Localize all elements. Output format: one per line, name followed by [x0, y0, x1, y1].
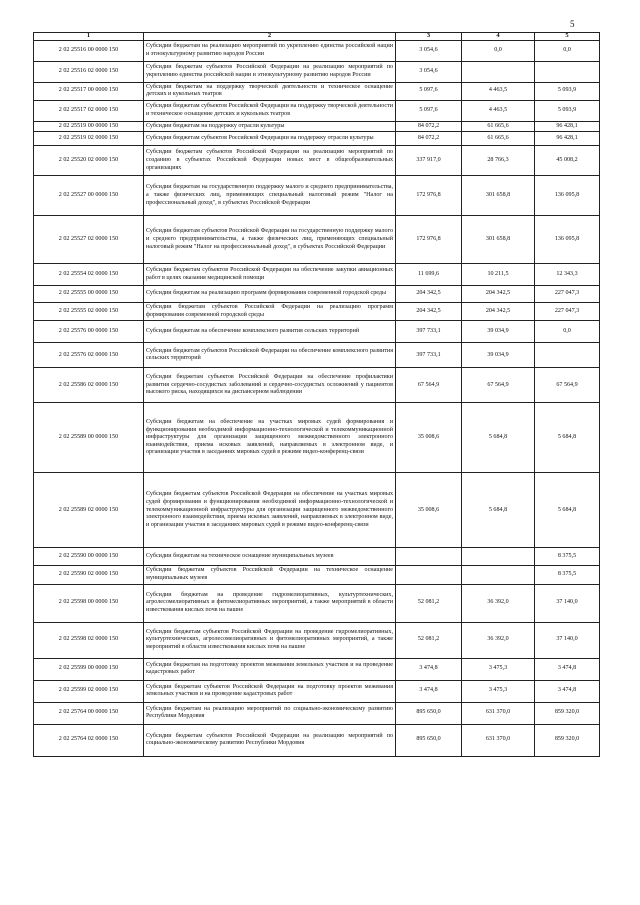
value-col4-cell: 5 684,8: [462, 473, 535, 548]
description-cell: Субсидии бюджетам субъектов Российской Федерации на реализацию мероприятий по социально-экономическому развитию Республики Мордовия: [144, 724, 396, 756]
value-col3-cell: 5 097,6: [396, 82, 462, 100]
value-col5-cell: 67 564,9: [535, 368, 600, 403]
value-col5-cell: 45 008,2: [535, 146, 600, 176]
header-cell: 2: [144, 33, 396, 41]
value-col5-cell: 227 047,3: [535, 303, 600, 321]
table-row: [34, 368, 600, 403]
header-cell: 5: [535, 33, 600, 41]
table-row: [34, 61, 600, 82]
code-cell: 2 02 25516 02 0000 150: [34, 61, 144, 82]
code-cell: 2 02 25555 00 0000 150: [34, 286, 144, 303]
code-cell: 2 02 25555 02 0000 150: [34, 303, 144, 321]
description-cell: Субсидии бюджетам субъектов Российской Федерации на поддержку творческой деятельности и техническое оснащение детских и кукольных театров: [144, 100, 396, 121]
value-col4-cell: 36 392,0: [462, 622, 535, 658]
value-col5-cell: 5 684,8: [535, 473, 600, 548]
code-cell: 2 02 25520 02 0000 150: [34, 146, 144, 176]
value-col3-cell: 84 072,2: [396, 121, 462, 132]
value-col4-cell: 301 658,8: [462, 216, 535, 264]
description-cell: Субсидии бюджетам субъектов Российской Федерации на государственную поддержку малого и среднего предпринимательства, а также физических лиц, применяющих специальный налоговый режим "Налог на профессиональный доход", в субъектах Российской Федерации: [144, 216, 396, 264]
value-col3-cell: [396, 566, 462, 584]
value-col5-cell: 3 474,8: [535, 680, 600, 702]
value-col4-cell: 36 392,0: [462, 584, 535, 622]
code-cell: 2 02 25590 00 0000 150: [34, 548, 144, 566]
value-col5-cell: 136 095,8: [535, 216, 600, 264]
code-cell: 2 02 25590 02 0000 150: [34, 566, 144, 584]
value-col5-cell: 5 684,8: [535, 403, 600, 473]
value-col4-cell: 39 034,9: [462, 321, 535, 343]
code-cell: 2 02 25554 02 0000 150: [34, 264, 144, 286]
value-col4-cell: 4 463,5: [462, 82, 535, 100]
value-col3-cell: 3 474,8: [396, 658, 462, 680]
value-col4-cell: 631 370,0: [462, 724, 535, 756]
value-col4-cell: 5 684,8: [462, 403, 535, 473]
value-col4-cell: 0,0: [462, 40, 535, 61]
code-cell: 2 02 25517 02 0000 150: [34, 100, 144, 121]
value-col3-cell: 84 072,2: [396, 132, 462, 146]
value-col3-cell: 337 917,0: [396, 146, 462, 176]
value-col5-cell: 37 140,0: [535, 584, 600, 622]
table-row: [34, 658, 600, 680]
value-col5-cell: 96 428,1: [535, 132, 600, 146]
description-cell: Субсидии бюджетам на государственную поддержку малого и среднего предпринимательства, а также физических лиц, применяющих специальный налоговый режим "Налог на профессиональный доход", в субъектах Российской Федерации: [144, 176, 396, 216]
table-row: [34, 146, 600, 176]
description-cell: Субсидии бюджетам субъектов Российской Федерации на техническое оснащение муниципальных музеев: [144, 566, 396, 584]
table-row: [34, 473, 600, 548]
table-row: [34, 100, 600, 121]
code-cell: 2 02 25599 00 0000 150: [34, 658, 144, 680]
table-row: [34, 680, 600, 702]
value-col3-cell: 3 474,8: [396, 680, 462, 702]
description-cell: Субсидии бюджетам на поддержку творческой деятельности и техническое оснащение детских и кукольных театров: [144, 82, 396, 100]
code-cell: 2 02 25519 02 0000 150: [34, 132, 144, 146]
table-row: [34, 264, 600, 286]
table-row: [34, 82, 600, 100]
description-cell: Субсидии бюджетам субъектов Российской Федерации на реализацию мероприятий по созданию в субъектах Российской Федерации новых мест в общеобразовательных организациях: [144, 146, 396, 176]
table-row: [34, 321, 600, 343]
code-cell: 2 02 25576 02 0000 150: [34, 343, 144, 368]
value-col5-cell: 859 320,0: [535, 724, 600, 756]
value-col4-cell: 28 766,3: [462, 146, 535, 176]
description-cell: Субсидии бюджетам на техническое оснащение муниципальных музеев: [144, 548, 396, 566]
header-cell: 4: [462, 33, 535, 41]
table-row: [34, 622, 600, 658]
value-col5-cell: 227 047,3: [535, 286, 600, 303]
value-col4-cell: [462, 61, 535, 82]
value-col5-cell: [535, 343, 600, 368]
code-cell: 2 02 25599 02 0000 150: [34, 680, 144, 702]
budget-table: [33, 32, 600, 757]
description-cell: Субсидии бюджетам субъектов Российской Федерации на обеспечение на участках мировых судей формирования и функционирования необходимой информационно-технологической и телекоммуникационной инфраструктуры для организации защищенного межведомственного электронного взаимодействия, приема исковых заявлений, направляемых в электронном виде, и организации участия в заседаниях мировых судей в режиме видео-конференц-связи: [144, 473, 396, 548]
header-cell: 3: [396, 33, 462, 41]
code-cell: 2 02 25598 02 0000 150: [34, 622, 144, 658]
value-col5-cell: 96 428,1: [535, 121, 600, 132]
value-col3-cell: 52 081,2: [396, 584, 462, 622]
description-cell: Субсидии бюджетам на проведение гидромелиоративных, культуртехнических, агролесомелиоративных и фитомелиоративных мероприятий, а также мероприятий в области известкования кислых почв на пашне: [144, 584, 396, 622]
value-col4-cell: 204 342,5: [462, 286, 535, 303]
value-col3-cell: 3 054,6: [396, 61, 462, 82]
code-cell: 2 02 25519 00 0000 150: [34, 121, 144, 132]
description-cell: Субсидии бюджетам субъектов Российской Федерации на подготовку проектов межевания земельных участков и на проведение кадастровых работ: [144, 680, 396, 702]
table-row: [34, 566, 600, 584]
table-row: [34, 40, 600, 61]
value-col5-cell: 8 375,5: [535, 566, 600, 584]
description-cell: Субсидии бюджетам на обеспечение на участках мировых судей формирования и функционирования необходимой информационно-технологической и телекоммуникационной инфраструктуры для организации защищенного межведомственного электронного взаимодействия, приема исковых заявлений, направляемых в электронном виде, и организации участия в заседаниях мировых судей в режиме видео-конференц-связи: [144, 403, 396, 473]
value-col3-cell: 397 733,1: [396, 321, 462, 343]
value-col5-cell: 37 140,0: [535, 622, 600, 658]
value-col5-cell: 3 474,8: [535, 658, 600, 680]
code-cell: 2 02 25517 00 0000 150: [34, 82, 144, 100]
table-row: [34, 286, 600, 303]
table-row: [34, 702, 600, 724]
value-col3-cell: 67 564,9: [396, 368, 462, 403]
value-col4-cell: 61 665,6: [462, 121, 535, 132]
value-col3-cell: 204 342,5: [396, 303, 462, 321]
header-row: [34, 33, 600, 41]
table-row: [34, 584, 600, 622]
description-cell: Субсидии бюджетам на поддержку отрасли культуры: [144, 121, 396, 132]
code-cell: 2 02 25576 00 0000 150: [34, 321, 144, 343]
description-cell: Субсидии бюджетам субъектов Российской Федерации на обеспечение комплексного развития сельских территорий: [144, 343, 396, 368]
table-row: [34, 403, 600, 473]
value-col3-cell: 172 976,8: [396, 176, 462, 216]
code-cell: 2 02 25527 02 0000 150: [34, 216, 144, 264]
value-col5-cell: 136 095,8: [535, 176, 600, 216]
value-col4-cell: 61 665,6: [462, 132, 535, 146]
description-cell: Субсидии бюджетам субъектов Российской Федерации на обеспечение закупки авиационных работ в целях оказания медицинской помощи: [144, 264, 396, 286]
value-col5-cell: 859 320,0: [535, 702, 600, 724]
value-col3-cell: 35 008,6: [396, 403, 462, 473]
description-cell: Субсидии бюджетам на обеспечение комплексного развития сельских территорий: [144, 321, 396, 343]
code-cell: 2 02 25764 00 0000 150: [34, 702, 144, 724]
code-cell: 2 02 25589 02 0000 150: [34, 473, 144, 548]
code-cell: 2 02 25598 00 0000 150: [34, 584, 144, 622]
value-col3-cell: 895 650,0: [396, 724, 462, 756]
value-col3-cell: 5 097,6: [396, 100, 462, 121]
value-col4-cell: 4 463,5: [462, 100, 535, 121]
value-col4-cell: 67 564,9: [462, 368, 535, 403]
value-col3-cell: [396, 548, 462, 566]
value-col5-cell: 12 343,3: [535, 264, 600, 286]
value-col4-cell: 204 342,5: [462, 303, 535, 321]
description-cell: Субсидии бюджетам субъектов Российской Федерации на реализацию мероприятий по укреплению единства российской нации и этнокультурному развитию народов России: [144, 61, 396, 82]
value-col5-cell: 5 093,9: [535, 100, 600, 121]
value-col4-cell: 39 034,9: [462, 343, 535, 368]
value-col4-cell: 301 658,8: [462, 176, 535, 216]
value-col3-cell: 11 699,6: [396, 264, 462, 286]
code-cell: 2 02 25589 00 0000 150: [34, 403, 144, 473]
value-col3-cell: 397 733,1: [396, 343, 462, 368]
value-col5-cell: 0,0: [535, 40, 600, 61]
header-cell: 1: [34, 33, 144, 41]
description-cell: Субсидии бюджетам на реализацию мероприятий по укреплению единства российской нации и этнокультурному развитию народов России: [144, 40, 396, 61]
description-cell: Субсидии бюджетам субъектов Российской Федерации на реализацию программ формирования современной городской среды: [144, 303, 396, 321]
table-row: [34, 176, 600, 216]
code-cell: 2 02 25764 02 0000 150: [34, 724, 144, 756]
description-cell: Субсидии бюджетам на подготовку проектов межевания земельных участков и на проведение кадастровых работ: [144, 658, 396, 680]
description-cell: Субсидии бюджетам субъектов Российской Федерации на поддержку отрасли культуры: [144, 132, 396, 146]
description-cell: Субсидии бюджетам субъектов Российской Федерации на обеспечение профилактики развития сердечно-сосудистых заболеваний и сердечно-сосудистых осложнений у пациентов высокого риска, находящихся на диспансерном наблюдении: [144, 368, 396, 403]
value-col5-cell: 8 375,5: [535, 548, 600, 566]
value-col3-cell: 204 342,5: [396, 286, 462, 303]
table-row: [34, 216, 600, 264]
code-cell: 2 02 25586 02 0000 150: [34, 368, 144, 403]
value-col3-cell: 895 650,0: [396, 702, 462, 724]
code-cell: 2 02 25527 00 0000 150: [34, 176, 144, 216]
page-number: 5: [570, 19, 575, 29]
value-col4-cell: [462, 566, 535, 584]
table-row: [34, 121, 600, 132]
table-row: [34, 724, 600, 756]
value-col4-cell: [462, 548, 535, 566]
value-col4-cell: 3 475,3: [462, 658, 535, 680]
value-col3-cell: 3 054,6: [396, 40, 462, 61]
value-col4-cell: 3 475,3: [462, 680, 535, 702]
table-row: [34, 303, 600, 321]
value-col4-cell: 631 370,0: [462, 702, 535, 724]
value-col4-cell: 10 211,5: [462, 264, 535, 286]
value-col3-cell: 172 976,8: [396, 216, 462, 264]
value-col5-cell: 0,0: [535, 321, 600, 343]
value-col3-cell: 35 008,6: [396, 473, 462, 548]
description-cell: Субсидии бюджетам на реализацию программ формирования современной городской среды: [144, 286, 396, 303]
description-cell: Субсидии бюджетам на реализацию мероприятий по социально-экономическому развитию Республики Мордовия: [144, 702, 396, 724]
code-cell: 2 02 25516 00 0000 150: [34, 40, 144, 61]
value-col3-cell: 52 081,2: [396, 622, 462, 658]
value-col5-cell: [535, 61, 600, 82]
description-cell: Субсидии бюджетам субъектов Российской Федерации на проведение гидромелиоративных, культуртехнических, агролесомелиоративных и фитомелиоративных мероприятий, а также мероприятий в области известкования кислых почв на пашне: [144, 622, 396, 658]
value-col5-cell: 5 093,9: [535, 82, 600, 100]
table-row: [34, 132, 600, 146]
table-row: [34, 548, 600, 566]
table-row: [34, 343, 600, 368]
